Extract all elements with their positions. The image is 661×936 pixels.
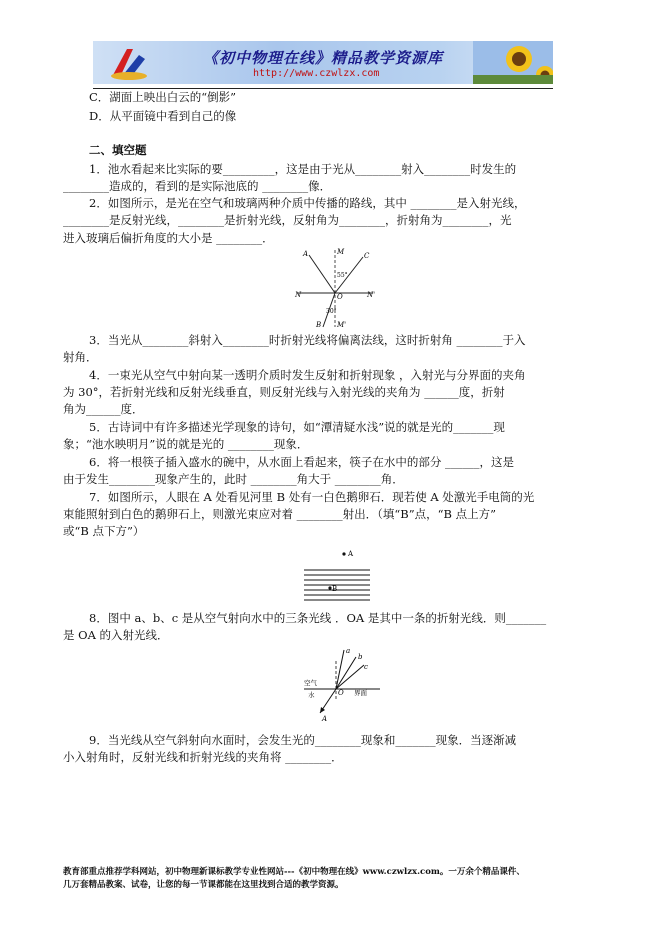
label-O: O bbox=[337, 293, 343, 301]
label-N: N bbox=[295, 291, 302, 299]
label-b: b bbox=[358, 653, 363, 661]
label-A: A bbox=[303, 250, 309, 258]
question-8-line-1: 8．图中 a、b、c 是从空气射向水中的三条光线 ．OA 是其中一条的折射光线．则_______ bbox=[89, 611, 547, 625]
question-2-line-1: 2．如图所示，是光在空气和玻璃两种介质中传播的路线，其中 ________是入射光线， bbox=[89, 196, 526, 210]
question-7-line-3: 或“B 点下方”） bbox=[63, 524, 145, 538]
site-url[interactable]: http://www.czwlzx.com bbox=[253, 68, 380, 79]
label-M: M bbox=[337, 248, 345, 256]
option-d: D．从平面镜中看到自己的像 bbox=[89, 109, 237, 123]
site-title: 《初中物理在线》精品教学资源库 bbox=[203, 49, 444, 67]
header-divider bbox=[93, 88, 553, 89]
question-7-line-2: 束能照射到白色的鹅卵石上，则激光束应对着 ________射出．（填“B”点，“B 点上方” bbox=[63, 507, 496, 521]
label-B: B bbox=[332, 585, 338, 593]
question-5-line-2: 象；“池水映明月”说的就是光的 ________现象． bbox=[63, 437, 309, 451]
question-9-line-2: 小入射角时，反射光线和折射光线的夹角将 ________． bbox=[63, 750, 343, 764]
question-8-line-2: 是 OA 的入射光线． bbox=[63, 628, 169, 642]
question-4-line-2: 为 30°，若折射光线和反射光线垂直，则反射光线与入射光线的夹角为 ______度，折射 bbox=[63, 385, 505, 399]
option-c: C．湖面上映出白云的“倒影” bbox=[89, 90, 237, 104]
label-A: A bbox=[348, 550, 354, 558]
angle-30: 30° bbox=[326, 308, 337, 315]
header-banner bbox=[93, 41, 553, 84]
question-3-line-1: 3．当光从________斜射入________时折射光线将偏离法线，这时折射角 ________于入 bbox=[89, 333, 526, 347]
label-water: 水 bbox=[308, 691, 315, 699]
rays-figure-3 bbox=[298, 645, 386, 721]
question-6-line-1: 6．将一根筷子插入盛水的碗中，从水面上看起来，筷子在水中的部分 ______，这是 bbox=[89, 455, 514, 469]
question-9-line-1: 9．当光线从空气斜射向水面时，会发生光的________现象和_______现象．当逐渐减 bbox=[89, 733, 517, 747]
question-1-line-2: ________造成的，看到的是实际池底的 ________像． bbox=[63, 179, 332, 193]
label-a: a bbox=[346, 647, 351, 655]
refraction-figure-1 bbox=[293, 245, 378, 330]
footer-line-1: 教育部重点推荐学科网站，初中物理新课标教学专业性网站---《初中物理在线》www.czwlzx.com。一万余个精品课件、 bbox=[63, 867, 525, 877]
water-figure-2 bbox=[300, 548, 375, 604]
label-N-prime: N' bbox=[367, 291, 376, 299]
label-c: c bbox=[364, 663, 368, 671]
section-heading: 二、填空题 bbox=[89, 143, 147, 157]
label-C: C bbox=[364, 252, 370, 260]
sunflower-icon bbox=[473, 41, 553, 84]
question-6-line-2: 由于发生________现象产生的，此时 ________角大于 ________角． bbox=[63, 472, 404, 486]
footer-line-2: 几万套精品教案、试卷，让您的每一节课都能在这里找到合适的教学资源。 bbox=[63, 880, 344, 890]
label-interface: 界面 bbox=[354, 689, 367, 697]
label-O: O bbox=[338, 689, 344, 697]
question-2-line-2: ________是反射光线，________是折射光线，反射角为________，折射角为________，光 bbox=[63, 213, 512, 227]
question-5-line-1: 5．古诗词中有许多描述光学现象的诗句，如“潭清疑水浅”说的就是光的_______现 bbox=[89, 420, 505, 434]
logo-icon bbox=[109, 45, 149, 81]
question-1-line-1: 1．池水看起来比实际的要_________，这是由于光从________射入________时发生的 bbox=[89, 162, 517, 176]
label-A: A bbox=[322, 715, 328, 721]
question-4-line-1: 4．一束光从空气中射向某一透明介质时发生反射和折射现象 ，入射光与分界面的夹角 bbox=[89, 368, 526, 382]
label-air: 空气 bbox=[304, 679, 317, 687]
question-7-line-1: 7．如图所示，人眼在 A 处看见河里 B 处有一白色鹅卵石．现若使 A 处激光手电筒的光 bbox=[89, 490, 535, 504]
question-4-line-3: 角为______度． bbox=[63, 402, 144, 416]
label-M-prime: M' bbox=[337, 321, 347, 329]
question-3-line-2: 射角． bbox=[63, 350, 98, 364]
question-2-line-3: 进入玻璃后偏折角度的大小是 ________． bbox=[63, 231, 274, 245]
label-B: B bbox=[316, 321, 322, 329]
angle-55: 55° bbox=[337, 272, 348, 279]
